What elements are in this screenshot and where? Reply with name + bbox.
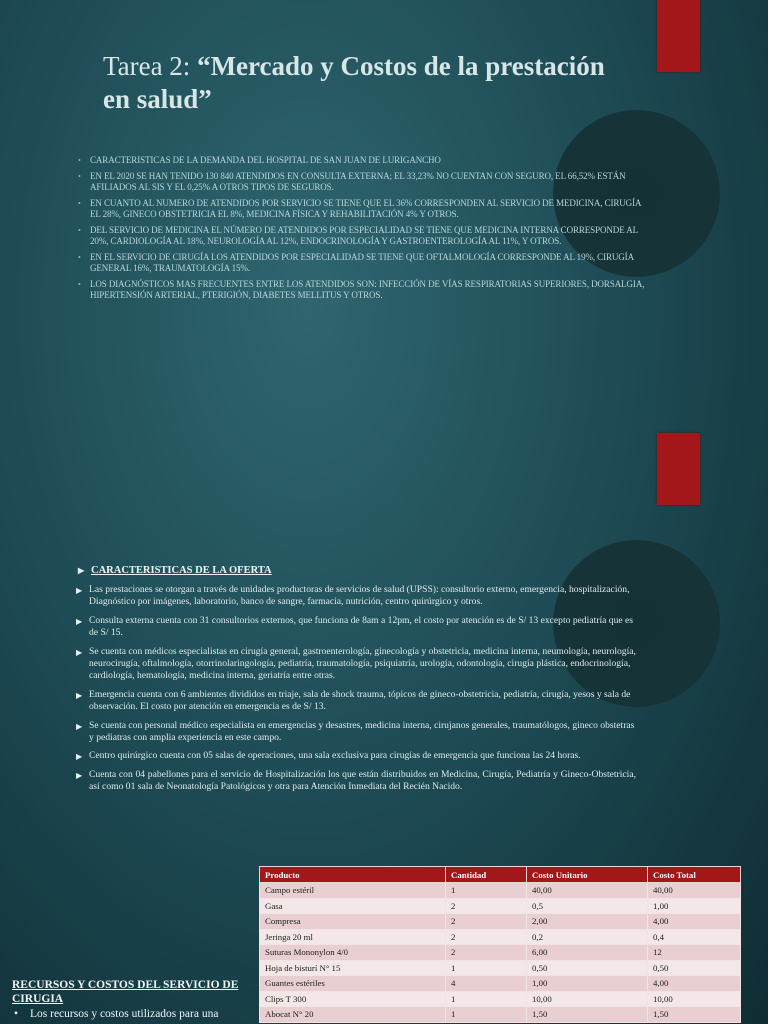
list-item-text: Centro quirúrgico cuenta con 05 salas de operaciones, una sala exclusiva para cirugías de emergencia que funciona las 24 horas. bbox=[89, 750, 581, 762]
oferta-bullet-list bbox=[76, 584, 636, 800]
list-item bbox=[76, 720, 636, 745]
table-header-row bbox=[260, 867, 741, 883]
column-header: Cantidad bbox=[446, 867, 527, 883]
list-item-text: Se cuenta con personal médico especialista en emergencias y desastres, medicina interna, cirujanos generales, traumatólogos, gineco obstetras y pediatras con amplia experiencia en este campo. bbox=[89, 719, 635, 744]
slide-demanda bbox=[0, 0, 768, 430]
column-header: Costo Total bbox=[648, 867, 741, 883]
table-cell: 2 bbox=[446, 914, 527, 930]
demanda-bullet-list bbox=[78, 155, 648, 306]
oferta-heading-text: CARACTERISTICAS DE LA OFERTA bbox=[91, 565, 272, 576]
table-cell: 40,00 bbox=[527, 883, 648, 899]
oferta-heading bbox=[78, 565, 272, 576]
table-cell: 4,00 bbox=[648, 914, 741, 930]
list-item: • EN EL 2020 SE HAN TENIDO 130 840 ATENDIDOS EN CONSULTA EXTERNA; EL 33,23% NO CUENTAN CON SEGURO, EL 66,52% ESTÁN AFILIADOS AL SIS Y EL 0,25% A OTROS TIPOS DE SEGUROS. bbox=[78, 171, 648, 193]
cost-table bbox=[259, 866, 741, 1023]
table-cell: 1 bbox=[446, 883, 527, 899]
arrow-bullet-icon: ▶ bbox=[76, 586, 83, 595]
red-accent-tab bbox=[657, 433, 700, 505]
arrow-bullet-icon: ▶ bbox=[76, 690, 83, 700]
list-item: • LOS DIAGNÓSTICOS MAS FRECUENTES ENTRE LOS ATENDIDOS SON: INFECCIÓN DE VÍAS RESPIRATORIAS SUPERIORES, DORSALGIA, HIPERTENSIÓN ARTERIAL, PTERIGIÓN, DIABETES MELLITUS Y OTROS. bbox=[78, 279, 648, 301]
table-cell: 1,50 bbox=[648, 1007, 741, 1023]
slide-oferta bbox=[0, 430, 768, 1024]
table-cell: 1,50 bbox=[527, 1007, 648, 1023]
table-cell: 0,50 bbox=[648, 960, 741, 976]
arrow-bullet-icon: ▶ bbox=[78, 566, 85, 575]
column-header: Producto bbox=[260, 867, 446, 883]
list-item-text: Las prestaciones se otorgan a través de unidades productoras de servicios de salud (UPSS): consultorio externo, emergencia, hospitalización, Diagnóstico por imágenes, laboratorio, banco de sangre, farmacia, nutrición, centro quirúrgico y otros. bbox=[89, 584, 630, 608]
list-item bbox=[76, 584, 636, 609]
list-item bbox=[76, 750, 636, 762]
recursos-heading: RECURSOS Y COSTOS DEL SERVICIO DE CIRUGIA bbox=[12, 979, 239, 1005]
table-cell: 4 bbox=[446, 976, 527, 992]
list-item bbox=[76, 689, 636, 714]
table-cell: 0,2 bbox=[527, 929, 648, 945]
list-item bbox=[76, 615, 636, 640]
list-item: • CARACTERISTICAS DE LA DEMANDA DEL HOSPITAL DE SAN JUAN DE LURIGANCHO bbox=[78, 155, 648, 166]
table-row bbox=[260, 898, 741, 914]
table-row bbox=[260, 976, 741, 992]
slide-title bbox=[103, 50, 623, 116]
table-cell: 0,5 bbox=[527, 898, 648, 914]
table-row bbox=[260, 883, 741, 899]
list-item: • EN CUANTO AL NUMERO DE ATENDIDOS POR SERVICIO SE TIENE QUE EL 36% CORRESPONDEN AL SERVICIO DE MEDICINA, CIRUGÍA EL 28%, GINECO OBSTETRICIA EL 8%, MEDICINA FÍSICA Y REHABILITACIÓN 4% Y OTROS. bbox=[78, 198, 648, 220]
list-item-text: Emergencia cuenta con 6 ambientes divididos en triaje, sala de shock trauma, tópicos de gineco-obstetricia, pediatría, cirugía, yesos y sala de observación. El costo por atención en emergencia es de S/ 13. bbox=[89, 688, 631, 713]
table-cell: Compresa bbox=[260, 914, 446, 930]
table-cell: 1 bbox=[446, 960, 527, 976]
list-item-text: Se cuenta con médicos especialistas en cirugía general, gastroenterología, ginecología y obstetricia, medicina interna, neumología, neurología, neurocirugía, oftalmología, otorrinolaringología, pediatría, traumatología, psiquiatría, urología, odontología, cirugía plástica, endocrinología, cardiología, hematología, medicina interna, geriatría entre otras. bbox=[89, 645, 636, 682]
table-row bbox=[260, 945, 741, 961]
column-header: Costo Unitario bbox=[527, 867, 648, 883]
table-row bbox=[260, 991, 741, 1007]
table-row bbox=[260, 960, 741, 976]
table-cell: 2 bbox=[446, 898, 527, 914]
table-cell: 1 bbox=[446, 1007, 527, 1023]
list-item bbox=[76, 646, 636, 683]
table-cell: Guantes estériles bbox=[260, 976, 446, 992]
table-cell: Gasa bbox=[260, 898, 446, 914]
table-cell: 0,4 bbox=[648, 929, 741, 945]
recursos-bullet-list bbox=[14, 1008, 254, 1020]
list-item: • EN EL SERVICIO DE CIRUGÍA LOS ATENDIDOS POR ESPECIALIDAD SE TIENE QUE OFTALMOLOGÍA CORRESPONDE AL 19%, CIRUGÍA GENERAL 16%, TRAUMATOLOGÍA 15%. bbox=[78, 252, 648, 274]
table-cell: 1,00 bbox=[648, 898, 741, 914]
table-cell: Jeringa 20 ml bbox=[260, 929, 446, 945]
title-plain: Tarea 2: bbox=[103, 51, 198, 81]
table-cell: Hoja de bisturí N° 15 bbox=[260, 960, 446, 976]
table-cell: 4,00 bbox=[648, 976, 741, 992]
red-accent-tab bbox=[657, 0, 700, 72]
arrow-bullet-icon: ▶ bbox=[76, 752, 83, 762]
table-row bbox=[260, 929, 741, 945]
table-cell: 6,00 bbox=[527, 945, 648, 961]
arrow-bullet-icon: ▶ bbox=[76, 647, 83, 657]
table-cell: Clips T 300 bbox=[260, 991, 446, 1007]
arrow-bullet-icon: ▶ bbox=[76, 770, 83, 780]
table-cell: 2,00 bbox=[527, 914, 648, 930]
table-cell: 10,00 bbox=[527, 991, 648, 1007]
table-cell: 2 bbox=[446, 945, 527, 961]
list-item-text: Cuenta con 04 pabellones para el servicio de Hospitalización los que están distribuidos en Medicina, Cirugía, Pediatría y Gineco-Obstetricia, así como 01 sala de Neonatología Patológicos y otra para Atención Inmediata del Recién Nacido. bbox=[89, 768, 636, 793]
list-item: • Los recursos y costos utilizados para una bbox=[14, 1008, 254, 1020]
table-cell: Campo estéril bbox=[260, 883, 446, 899]
table-cell: 10,00 bbox=[648, 991, 741, 1007]
table-cell: 2 bbox=[446, 929, 527, 945]
table-cell: Suturas Mononylon 4/0 bbox=[260, 945, 446, 961]
list-item bbox=[76, 769, 636, 794]
table-cell: 1,00 bbox=[527, 976, 648, 992]
table-cell: 1 bbox=[446, 991, 527, 1007]
table-cell: 12 bbox=[648, 945, 741, 961]
arrow-bullet-icon: ▶ bbox=[76, 616, 83, 626]
table-row bbox=[260, 914, 741, 930]
table-cell: 40,00 bbox=[648, 883, 741, 899]
table-cell: Abocat N° 20 bbox=[260, 1007, 446, 1023]
list-item: • DEL SERVICIO DE MEDICINA EL NÚMERO DE ATENDIDOS POR ESPECIALIDAD SE TIENE QUE MEDICINA INTERNA CORRESPONDE AL 20%, CARDIOLOGÍA AL 18%, NEUROLOGÍA AL 12%, ENDOCRINOLOGÍA Y GASTROENTEROLOGÍA AL 11%, Y OTROS. bbox=[78, 225, 648, 247]
arrow-bullet-icon: ▶ bbox=[76, 721, 83, 731]
table-cell: 0,50 bbox=[527, 960, 648, 976]
title-bold: “Mercado y Costos de la prestación en salud” bbox=[103, 51, 605, 114]
table-row bbox=[260, 1007, 741, 1023]
list-item-text: Consulta externa cuenta con 31 consultorios externos, que funciona de 8am a 12pm, el costo por atención es de S/ 13 excepto pediatría que es de S/ 15. bbox=[89, 614, 634, 639]
